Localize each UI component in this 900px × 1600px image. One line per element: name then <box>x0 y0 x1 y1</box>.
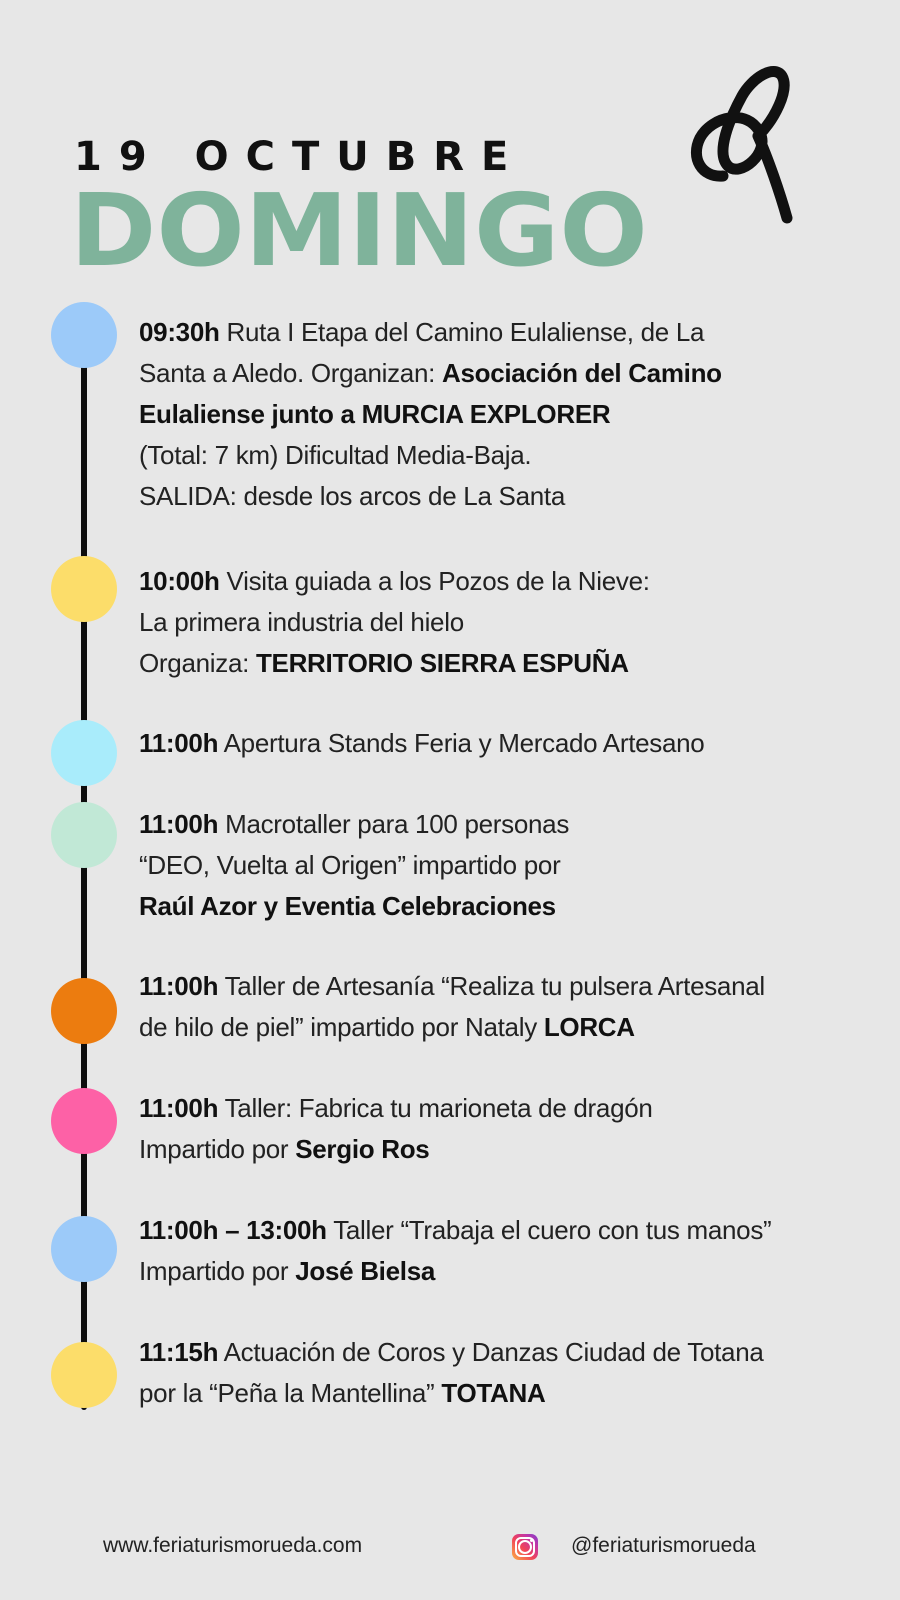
event-organizer: Sergio Ros <box>295 1134 430 1164</box>
event-line <box>139 723 859 764</box>
cursive-r-logo-icon <box>690 58 810 233</box>
event-text: Apertura Stands Feria y Mercado Artesano <box>218 728 705 758</box>
timeline-event <box>139 966 859 1048</box>
timeline-dot <box>51 1342 117 1408</box>
event-text: Taller: Fabrica tu marioneta de dragón <box>218 1093 653 1123</box>
event-line <box>139 1373 859 1414</box>
event-text: Visita guiada a los Pozos de la Nieve: <box>219 566 650 596</box>
event-text: Taller “Trabaja el cuero con tus manos” <box>326 1215 772 1245</box>
event-line <box>139 1332 859 1373</box>
timeline-event <box>139 561 859 684</box>
event-organizer: LORCA <box>543 1012 635 1042</box>
event-line <box>139 643 859 684</box>
event-line <box>139 602 859 643</box>
event-line <box>139 966 859 1007</box>
timeline-dot <box>51 1088 117 1154</box>
timeline-dot <box>51 302 117 368</box>
event-line <box>139 312 859 353</box>
event-text: (Total: 7 km) Dificultad Media-Baja. <box>139 440 532 470</box>
event-line <box>139 1007 859 1048</box>
event-bold-text: Raúl Azor y Eventia Celebraciones <box>139 891 556 921</box>
event-text: Organiza: <box>139 648 256 678</box>
event-time: 11:15h <box>139 1337 219 1367</box>
event-line <box>139 1251 859 1292</box>
header-date: 19 OCTUBRE <box>74 134 526 180</box>
event-organizer: TOTANA <box>441 1378 546 1408</box>
timeline-dot <box>51 720 117 786</box>
event-line <box>139 435 859 476</box>
timeline-dot <box>51 978 117 1044</box>
event-time: 09:30h <box>139 317 220 347</box>
event-text: Impartido por <box>139 1134 296 1164</box>
event-text: por la “Peña la Mantellina” <box>139 1378 442 1408</box>
event-text: Macrotaller para 100 personas <box>218 809 570 839</box>
event-bold-text: Eulaliense junto a MURCIA EXPLORER <box>139 399 611 429</box>
event-line <box>139 1088 859 1129</box>
event-time: 11:00h <box>139 809 219 839</box>
event-text: Impartido por <box>139 1256 296 1286</box>
event-organizer: Asociación del Camino <box>441 358 722 388</box>
event-line <box>139 476 859 517</box>
event-organizer: TERRITORIO SIERRA ESPUÑA <box>255 648 629 678</box>
event-line <box>139 1210 859 1251</box>
timeline-event <box>139 1210 859 1292</box>
event-text: SALIDA: desde los arcos de La Santa <box>139 481 565 511</box>
event-line <box>139 845 859 886</box>
timeline-event <box>139 312 859 517</box>
event-line <box>139 804 859 845</box>
event-time: 11:00h <box>139 728 219 758</box>
instagram-icon[interactable] <box>512 1534 538 1560</box>
timeline-event <box>139 804 859 927</box>
event-time: 10:00h <box>139 566 220 596</box>
timeline-event <box>139 1088 859 1170</box>
timeline-dot <box>51 802 117 868</box>
event-line <box>139 394 859 435</box>
event-text: de hilo de piel” impartido por Nataly <box>139 1012 544 1042</box>
timeline-event <box>139 723 859 764</box>
event-line <box>139 353 859 394</box>
event-time: 11:00h <box>139 971 219 1001</box>
instagram-handle[interactable]: @feriaturismorueda <box>571 1534 756 1557</box>
event-line <box>139 1129 859 1170</box>
event-text: “DEO, Vuelta al Origen” impartido por <box>139 850 561 880</box>
event-line <box>139 561 859 602</box>
timeline-dot <box>51 1216 117 1282</box>
event-time: 11:00h <box>139 1093 219 1123</box>
header-day-title: DOMINGO <box>70 172 648 289</box>
event-time: 11:00h – 13:00h <box>139 1215 327 1245</box>
website-link[interactable]: www.feriaturismorueda.com <box>103 1534 363 1557</box>
timeline-event <box>139 1332 859 1414</box>
event-text: Taller de Artesanía “Realiza tu pulsera Artesanal <box>218 971 765 1001</box>
timeline-dot <box>51 556 117 622</box>
event-text: Santa a Aledo. Organizan: <box>139 358 442 388</box>
event-text: Ruta I Etapa del Camino Eulaliense, de La <box>219 317 705 347</box>
event-text: La primera industria del hielo <box>139 607 464 637</box>
event-organizer: José Bielsa <box>295 1256 436 1286</box>
event-text: Actuación de Coros y Danzas Ciudad de Totana <box>218 1337 764 1367</box>
event-line <box>139 886 859 927</box>
